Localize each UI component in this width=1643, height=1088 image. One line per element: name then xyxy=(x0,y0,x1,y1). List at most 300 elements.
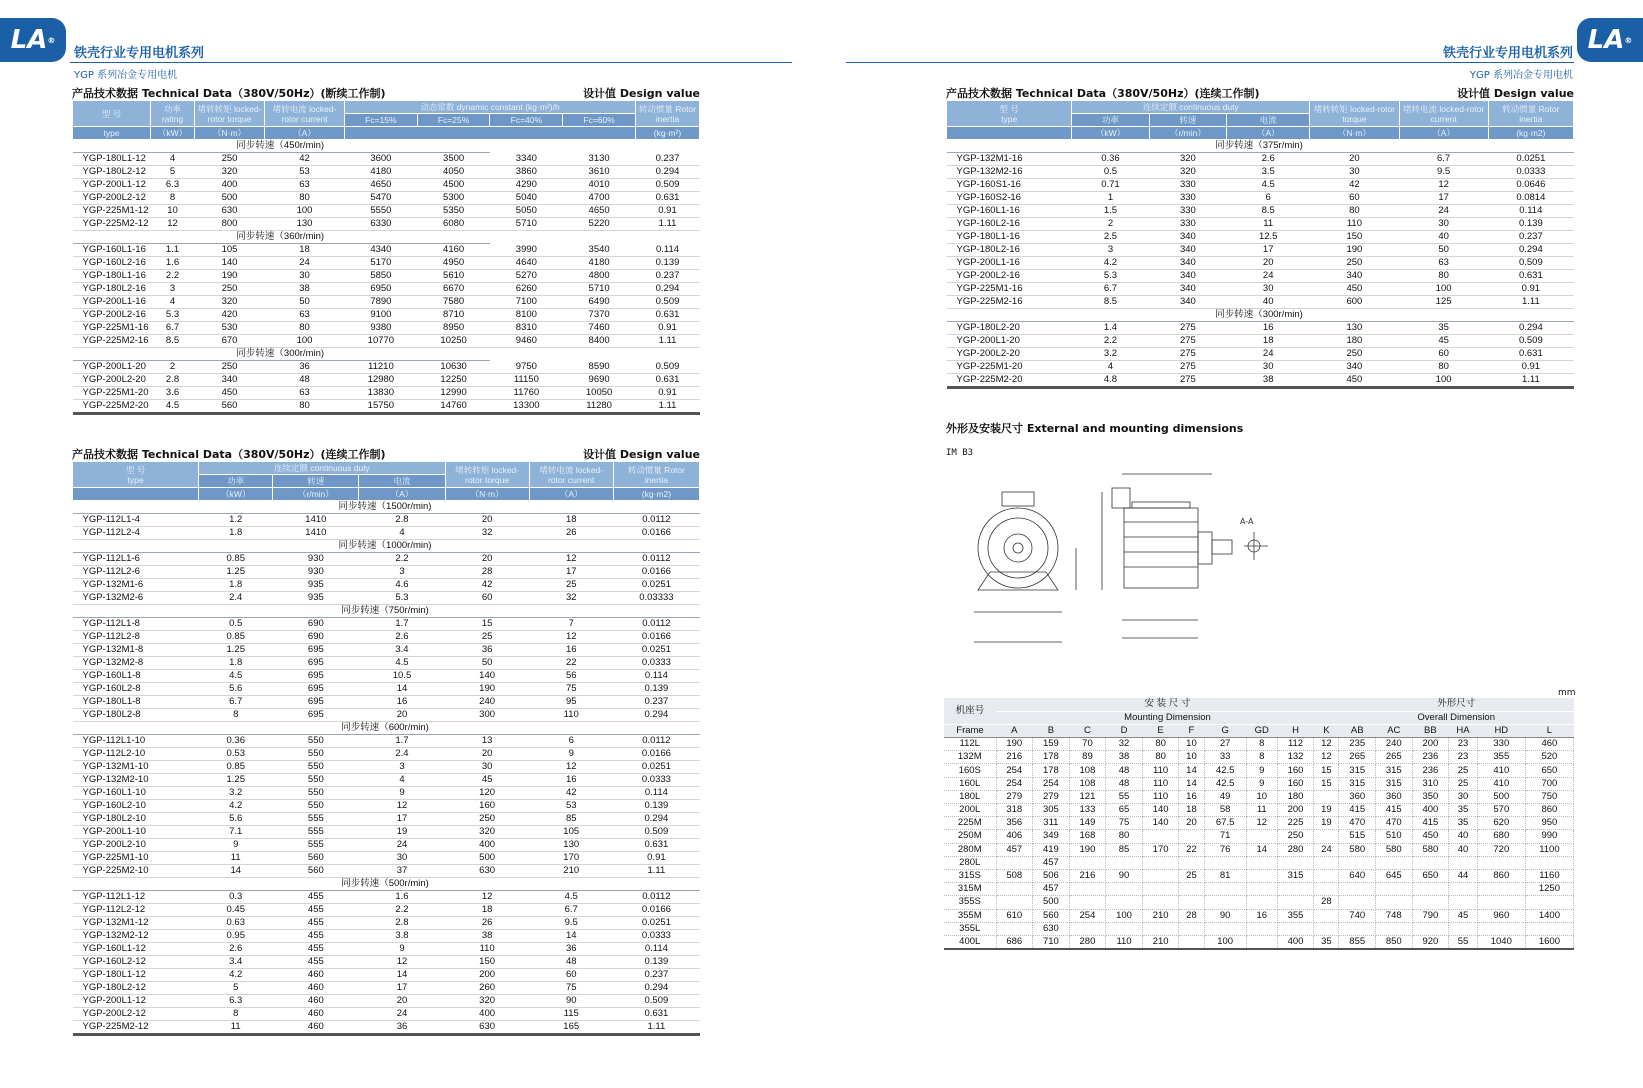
value-cell: 9380 xyxy=(345,322,418,335)
value-cell: 275 xyxy=(1149,374,1226,388)
value-cell: 105 xyxy=(529,826,613,839)
dimension-cell: 500 xyxy=(1477,790,1525,803)
speed-group-row xyxy=(73,605,700,618)
value-cell: 25 xyxy=(529,579,613,592)
dimension-cell: 110 xyxy=(1142,790,1179,803)
dimension-cell: 22 xyxy=(1179,843,1204,856)
value-cell: 4700 xyxy=(563,192,636,205)
dimension-cell xyxy=(1314,856,1339,869)
value-cell: 63 xyxy=(265,309,345,322)
table3-title: 产品技术数据 Technical Data（380V/50Hz）(连续工作制) xyxy=(946,87,1260,100)
table-row xyxy=(73,839,700,852)
value-cell: 80 xyxy=(265,322,345,335)
model-cell: YGP-200L1-16 xyxy=(73,296,151,309)
model-cell: YGP-225M2-12 xyxy=(73,1021,199,1035)
table-row xyxy=(73,696,700,709)
value-cell: 330 xyxy=(1149,205,1226,218)
model-cell: YGP-225M1-12 xyxy=(73,205,151,218)
col-model-label: 型 号 xyxy=(999,103,1019,114)
table-row xyxy=(73,982,700,995)
col-d: D xyxy=(1106,724,1143,737)
value-cell: 36 xyxy=(445,644,529,657)
dimension-cell: 27 xyxy=(1204,738,1246,751)
col-inertia-unit: (kg·m2) xyxy=(1488,127,1573,140)
value-cell: 4180 xyxy=(345,166,418,179)
table-row xyxy=(73,257,700,270)
dimension-cell: 23 xyxy=(1449,751,1478,764)
value-cell: 11 xyxy=(199,1021,273,1035)
value-cell: 12 xyxy=(529,631,613,644)
col-torque-unit: （N·m） xyxy=(195,127,265,140)
value-cell: 500 xyxy=(195,192,265,205)
value-cell: 670 xyxy=(195,335,265,348)
model-cell: YGP-180L2-20 xyxy=(947,322,1072,335)
value-cell: 250 xyxy=(195,361,265,374)
dimension-cell xyxy=(1204,856,1246,869)
dimension-cell: 265 xyxy=(1339,751,1376,764)
value-cell: 2.2 xyxy=(151,270,195,283)
speed-group-label: 同步转速（1500r/min) xyxy=(73,501,700,514)
model-cell: YGP-160L2-10 xyxy=(73,800,199,813)
dimension-cell: 24 xyxy=(1314,843,1339,856)
value-cell: 5270 xyxy=(490,270,563,283)
value-cell: 320 xyxy=(445,826,529,839)
col-frame-cn: 机座号 xyxy=(944,698,996,724)
value-cell: 6260 xyxy=(490,283,563,296)
value-cell: 5050 xyxy=(490,205,563,218)
dimension-cell: 48 xyxy=(1106,777,1143,790)
value-cell: 330 xyxy=(1149,218,1226,231)
value-cell: 20 xyxy=(445,553,529,566)
value-cell: 12 xyxy=(529,553,613,566)
speed-group-label: 同步转速（750r/min) xyxy=(73,605,700,618)
value-cell: 0.294 xyxy=(613,982,699,995)
value-cell: 695 xyxy=(273,709,359,722)
table-row xyxy=(73,956,700,969)
dimension-cell: 406 xyxy=(996,830,1033,843)
value-cell: 4.5 xyxy=(199,670,273,683)
dimension-cell: 415 xyxy=(1412,817,1449,830)
value-cell: 0.139 xyxy=(1488,218,1573,231)
dimension-cell xyxy=(1106,883,1143,896)
dimension-cell: 740 xyxy=(1339,909,1376,922)
value-cell: 0.36 xyxy=(199,735,273,748)
table-row xyxy=(73,917,700,930)
dimension-cell: 630 xyxy=(1033,922,1070,935)
dimension-cell: 160 xyxy=(1277,764,1314,777)
dimension-cell xyxy=(1106,856,1143,869)
col-k: K xyxy=(1314,724,1339,737)
value-cell: 100 xyxy=(265,335,345,348)
frame-cell: 160L xyxy=(944,777,996,790)
header-divider xyxy=(70,62,792,63)
value-cell: 0.509 xyxy=(636,361,700,374)
value-cell: 0.0166 xyxy=(613,904,699,917)
model-cell: YGP-180L2-16 xyxy=(947,244,1072,257)
col-continuous-duty: 连续定额 continuous duty xyxy=(199,462,445,475)
model-cell: YGP-160L1-12 xyxy=(73,943,199,956)
value-cell: 1.7 xyxy=(359,618,445,631)
value-cell: 7.1 xyxy=(199,826,273,839)
value-cell: 26 xyxy=(445,917,529,930)
col-lr-current: 堵转电流 locked-rotor current xyxy=(529,462,613,488)
value-cell: 28 xyxy=(445,566,529,579)
value-cell: 4050 xyxy=(417,166,490,179)
model-cell: YGP-112L2-4 xyxy=(73,527,199,540)
series-title-right: 铁壳行业专用电机系列 xyxy=(1442,46,1573,61)
frame-cell: 225M xyxy=(944,817,996,830)
model-cell: YGP-132M1-10 xyxy=(73,761,199,774)
dimension-cell xyxy=(1246,883,1277,896)
value-cell: 50 xyxy=(1399,244,1488,257)
value-cell: 630 xyxy=(445,865,529,878)
model-cell: YGP-180L1-8 xyxy=(73,696,199,709)
value-cell: 6490 xyxy=(563,296,636,309)
dimension-cell: 140 xyxy=(1142,817,1179,830)
value-cell: 6.7 xyxy=(151,322,195,335)
value-cell: 275 xyxy=(1149,348,1226,361)
value-cell: 100 xyxy=(1399,374,1488,388)
value-cell: 2.2 xyxy=(359,904,445,917)
col-type-label: type xyxy=(127,474,144,485)
value-cell: 250 xyxy=(195,153,265,166)
value-cell: 36 xyxy=(529,943,613,956)
table-row xyxy=(73,296,700,309)
speed-group-label: 同步转速（600r/min) xyxy=(73,722,700,735)
value-cell: 5850 xyxy=(345,270,418,283)
value-cell: 16 xyxy=(1227,322,1310,335)
value-cell: 9 xyxy=(529,748,613,761)
value-cell: 0.53 xyxy=(199,748,273,761)
col-inertia: 转动惯量 Rotor inertia xyxy=(613,462,699,488)
value-cell: 4500 xyxy=(417,179,490,192)
dimension-cell: 178 xyxy=(1033,764,1070,777)
value-cell: 340 xyxy=(1149,270,1226,283)
value-cell: 1.7 xyxy=(359,735,445,748)
value-cell: 3.5 xyxy=(1227,166,1310,179)
value-cell: 60 xyxy=(529,969,613,982)
dimension-cell xyxy=(996,922,1033,935)
value-cell: 20 xyxy=(1227,257,1310,270)
dimension-cell: 1100 xyxy=(1525,843,1573,856)
value-cell: 5470 xyxy=(345,192,418,205)
dimension-cell: 400 xyxy=(1277,935,1314,949)
value-cell: 0.85 xyxy=(199,553,273,566)
value-cell: 17 xyxy=(1399,192,1488,205)
model-cell: YGP-112L2-10 xyxy=(73,748,199,761)
value-cell: 400 xyxy=(195,179,265,192)
value-cell: 0.5 xyxy=(1072,166,1149,179)
value-cell: 0.36 xyxy=(1072,153,1149,166)
table-row xyxy=(947,283,1574,296)
value-cell: 275 xyxy=(1149,361,1226,374)
value-cell: 19 xyxy=(359,826,445,839)
table-row xyxy=(73,891,700,904)
dimension-cell xyxy=(1339,896,1376,909)
dimension-cell xyxy=(1204,883,1246,896)
speed-group-label: 同步转速（375r/min) xyxy=(947,140,1574,153)
value-cell: 0.0251 xyxy=(1488,153,1573,166)
value-cell: 110 xyxy=(1310,218,1399,231)
value-cell: 0.45 xyxy=(199,904,273,917)
value-cell: 3130 xyxy=(563,153,636,166)
value-cell: 340 xyxy=(1149,257,1226,270)
value-cell: 0.0112 xyxy=(613,618,699,631)
value-cell: 12980 xyxy=(345,374,418,387)
table-row xyxy=(944,804,1574,817)
table-row xyxy=(947,296,1574,309)
value-cell: 6 xyxy=(1227,192,1310,205)
dimension-cell xyxy=(1314,883,1339,896)
dimension-cell: 40 xyxy=(1449,830,1478,843)
dimension-cell: 610 xyxy=(996,909,1033,922)
frame-cell: 250M xyxy=(944,830,996,843)
dimension-cell: 254 xyxy=(996,764,1033,777)
dimension-cell: 16 xyxy=(1246,909,1277,922)
value-cell: 4340 xyxy=(345,244,418,257)
value-cell: 5220 xyxy=(563,218,636,231)
model-cell: YGP-180L2-12 xyxy=(73,982,199,995)
table-row xyxy=(73,683,700,696)
dimension-cell xyxy=(1142,830,1179,843)
model-cell: YGP-200L1-12 xyxy=(73,995,199,1008)
dimension-cell xyxy=(1525,922,1573,935)
dimension-cell: 32 xyxy=(1106,738,1143,751)
value-cell: 0.294 xyxy=(613,813,699,826)
value-cell: 100 xyxy=(265,205,345,218)
dimension-cell xyxy=(1314,790,1339,803)
value-cell: 10 xyxy=(151,205,195,218)
intermittent-duty-table xyxy=(72,100,700,415)
col-type: type xyxy=(73,127,151,140)
col-inertia: 转动惯量 Rotor inertia xyxy=(636,101,700,127)
speed-group-row xyxy=(947,309,1574,322)
dimension-cell xyxy=(1277,922,1314,935)
dimension-cell: 470 xyxy=(1376,817,1413,830)
dimension-cell: 318 xyxy=(996,804,1033,817)
value-cell: 550 xyxy=(273,800,359,813)
dimension-cell: 265 xyxy=(1376,751,1413,764)
model-cell: YGP-180L2-16 xyxy=(73,283,151,296)
value-cell: 560 xyxy=(273,865,359,878)
series-subtitle-right: YGP 系列冶金专用电机 xyxy=(1469,70,1573,81)
model-cell: YGP-112L2-12 xyxy=(73,904,199,917)
dimension-cell: 133 xyxy=(1069,804,1106,817)
dimension-cell: 216 xyxy=(996,751,1033,764)
table-row xyxy=(73,205,700,218)
value-cell: 63 xyxy=(265,179,345,192)
dimension-cell xyxy=(1142,896,1179,909)
value-cell: 320 xyxy=(1149,153,1226,166)
value-cell: 50 xyxy=(265,296,345,309)
value-cell: 30 xyxy=(1227,283,1310,296)
model-cell: YGP-200L1-20 xyxy=(73,361,151,374)
value-cell: 3 xyxy=(151,283,195,296)
value-cell: 0.0333 xyxy=(613,774,699,787)
table-row xyxy=(73,930,700,943)
value-cell: 3860 xyxy=(490,166,563,179)
value-cell: 1.11 xyxy=(636,218,700,231)
dimension-cell xyxy=(1246,830,1277,843)
value-cell: 690 xyxy=(273,618,359,631)
value-cell: 5 xyxy=(151,166,195,179)
dimension-cell xyxy=(996,883,1033,896)
value-cell: 5710 xyxy=(490,218,563,231)
dimension-cell: 110 xyxy=(1142,777,1179,790)
col-model xyxy=(73,462,199,488)
dimension-cell: 1400 xyxy=(1525,909,1573,922)
dimension-cell: 686 xyxy=(996,935,1033,949)
col-lr-current-unit: （A） xyxy=(529,488,613,501)
value-cell: 0.509 xyxy=(636,179,700,192)
value-cell: 130 xyxy=(265,218,345,231)
value-cell: 18 xyxy=(529,514,613,527)
value-cell: 48 xyxy=(529,956,613,969)
value-cell: 550 xyxy=(273,735,359,748)
value-cell: 0.0112 xyxy=(613,735,699,748)
value-cell: 0.631 xyxy=(636,309,700,322)
value-cell: 0.237 xyxy=(636,270,700,283)
dimension-cell xyxy=(1339,922,1376,935)
value-cell: 0.509 xyxy=(613,826,699,839)
value-cell: 7370 xyxy=(563,309,636,322)
dimension-cell: 510 xyxy=(1376,830,1413,843)
model-cell: YGP-160L1-16 xyxy=(947,205,1072,218)
value-cell: 320 xyxy=(195,166,265,179)
table-row xyxy=(73,774,700,787)
model-cell: YGP-112L1-12 xyxy=(73,891,199,904)
value-cell: 60 xyxy=(1310,192,1399,205)
value-cell: 85 xyxy=(529,813,613,826)
dimension-cell: 28 xyxy=(1314,896,1339,909)
value-cell: 12 xyxy=(359,956,445,969)
value-cell: 24 xyxy=(1227,348,1310,361)
table-row xyxy=(73,527,700,540)
value-cell: 190 xyxy=(195,270,265,283)
table-row xyxy=(73,787,700,800)
dimension-cell xyxy=(1314,830,1339,843)
table3-design-value: 设计值 Design value xyxy=(1457,87,1574,100)
value-cell: 125 xyxy=(1399,296,1488,309)
value-cell: 300 xyxy=(445,709,529,722)
value-cell: 8710 xyxy=(417,309,490,322)
dimension-cell: 500 xyxy=(1033,896,1070,909)
dimension-cell xyxy=(1069,896,1106,909)
dimension-cell: 80 xyxy=(1142,738,1179,751)
value-cell: 340 xyxy=(1149,296,1226,309)
speed-group-row xyxy=(73,231,700,244)
value-cell: 6.7 xyxy=(529,904,613,917)
dimension-cell: 415 xyxy=(1339,804,1376,817)
dimension-cell: 38 xyxy=(1106,751,1143,764)
dimension-cell: 700 xyxy=(1525,777,1573,790)
mounting-dimension-table xyxy=(944,698,1574,950)
value-cell: 0.0112 xyxy=(613,553,699,566)
dimension-cell: 48 xyxy=(1106,764,1143,777)
model-cell: YGP-180L2-10 xyxy=(73,813,199,826)
dimension-cell: 49 xyxy=(1204,790,1246,803)
table1-title: 产品技术数据 Technical Data（380V/50Hz）(断续工作制) xyxy=(72,87,386,100)
col-fc60: Fc=60% xyxy=(563,114,636,127)
value-cell: 1.5 xyxy=(1072,205,1149,218)
dimension-cell xyxy=(1246,869,1277,882)
col-type-spacer xyxy=(73,488,199,501)
dimension-cell xyxy=(1246,935,1277,949)
table-row xyxy=(73,969,700,982)
value-cell: 400 xyxy=(445,839,529,852)
dimension-cell xyxy=(1376,883,1413,896)
col-model xyxy=(947,101,1072,127)
value-cell: 260 xyxy=(445,982,529,995)
col-f: F xyxy=(1179,724,1204,737)
frame-cell: 355S xyxy=(944,896,996,909)
table-row xyxy=(944,935,1574,949)
value-cell: 0.631 xyxy=(1488,270,1573,283)
dimension-cell: 250 xyxy=(1277,830,1314,843)
value-cell: 9.5 xyxy=(529,917,613,930)
table2-design-value: 设计值 Design value xyxy=(583,448,700,461)
table-row xyxy=(73,400,700,414)
dimension-cell xyxy=(996,896,1033,909)
value-cell: 460 xyxy=(273,982,359,995)
table-row xyxy=(944,883,1574,896)
value-cell: 6950 xyxy=(345,283,418,296)
col-lr-current-unit: （A） xyxy=(1399,127,1488,140)
value-cell: 17 xyxy=(359,982,445,995)
value-cell: 5300 xyxy=(417,192,490,205)
table-row xyxy=(73,361,700,374)
value-cell: 3990 xyxy=(490,244,563,257)
dimension-cell: 236 xyxy=(1412,764,1449,777)
table-row xyxy=(947,231,1574,244)
table-row xyxy=(73,852,700,865)
dimension-cell: 75 xyxy=(1106,817,1143,830)
value-cell: 7580 xyxy=(417,296,490,309)
brand-mark: ® xyxy=(47,35,56,45)
col-hd: HD xyxy=(1477,724,1525,737)
model-cell: YGP-200L1-10 xyxy=(73,826,199,839)
col-model: 型 号 xyxy=(73,101,151,127)
dimension-cell: 310 xyxy=(1412,777,1449,790)
table-row xyxy=(944,843,1574,856)
dimension-cell: 508 xyxy=(996,869,1033,882)
dimension-cell: 855 xyxy=(1339,935,1376,949)
value-cell: 17 xyxy=(1227,244,1310,257)
value-cell: 4 xyxy=(359,774,445,787)
value-cell: 80 xyxy=(1310,205,1399,218)
value-cell: 80 xyxy=(1399,361,1488,374)
table-row xyxy=(73,761,700,774)
model-cell: YGP-160L2-16 xyxy=(73,257,151,270)
table-row xyxy=(944,896,1574,909)
model-cell: YGP-160S2-16 xyxy=(947,192,1072,205)
dimension-cell xyxy=(1376,922,1413,935)
value-cell: 11280 xyxy=(563,400,636,414)
frame-cell: 132M xyxy=(944,751,996,764)
value-cell: 0.0166 xyxy=(613,527,699,540)
dimension-cell: 650 xyxy=(1412,869,1449,882)
value-cell: 1.11 xyxy=(636,400,700,414)
value-cell: 5 xyxy=(199,982,273,995)
dimension-cell xyxy=(1412,922,1449,935)
dimension-cell: 315 xyxy=(1339,764,1376,777)
model-cell: YGP-180L1-16 xyxy=(73,270,151,283)
dimension-cell xyxy=(1179,883,1204,896)
dimension-cell xyxy=(1314,922,1339,935)
dimension-cell: 160 xyxy=(1277,777,1314,790)
table-row xyxy=(73,1008,700,1021)
dimension-cell xyxy=(996,856,1033,869)
